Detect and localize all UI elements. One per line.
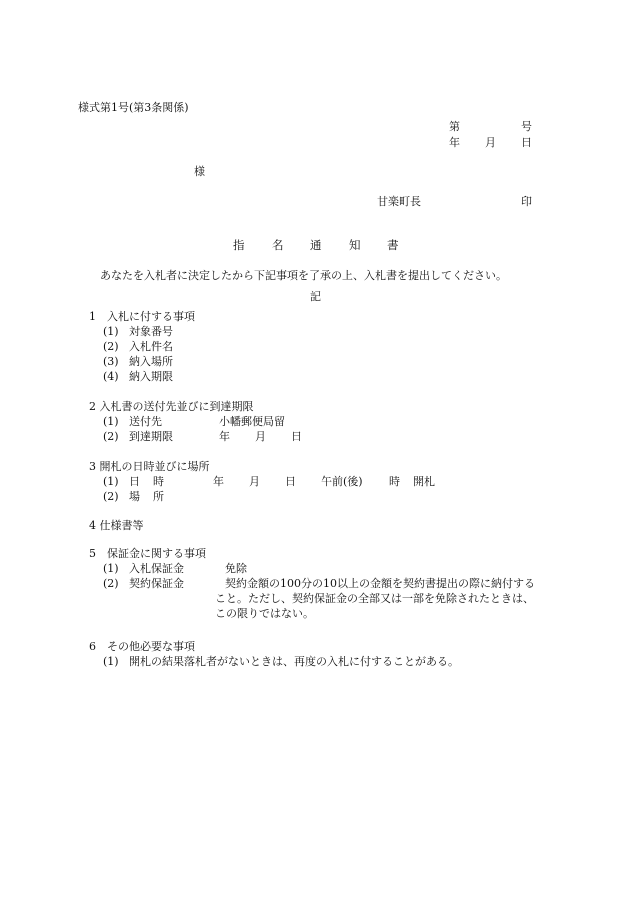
opening-label: 開札 [413, 475, 435, 488]
number-prefix: 第 [449, 120, 460, 133]
section3-item-label-b: 時 [153, 475, 164, 488]
section2-item-num: (1) [103, 415, 119, 428]
issuer: 甘楽町長 [377, 195, 421, 208]
section5-item-num: (1) [103, 562, 119, 575]
opening-ampm: 午前(後) [321, 475, 363, 488]
section3-item-num: (1) [103, 475, 119, 488]
section6-item-text: 開札の結果落札者がないときは、再度の入札に付することがある。 [129, 655, 459, 668]
section5-item-value: 免除 [225, 562, 247, 575]
deadline-month: 月 [255, 430, 266, 443]
deadline-day: 日 [291, 430, 302, 443]
section1-item-num: (3) [103, 355, 119, 368]
section1-item-label: 納入場所 [129, 355, 173, 368]
deadline-year: 年 [219, 430, 230, 443]
section5-item-label: 契約保証金 [129, 577, 184, 590]
ki-label: 記 [310, 290, 321, 303]
section2-item-label: 送付先 [129, 415, 162, 428]
section2-item-num: (2) [103, 430, 119, 443]
seal: 印 [521, 195, 532, 208]
section1-heading: 1 入札に付する事項 [89, 310, 195, 323]
section3-heading: 3 開札の日時並びに場所 [89, 460, 210, 473]
section6-item-num: (1) [103, 655, 119, 668]
section1-item-label: 納入期限 [129, 370, 173, 383]
title-char: 指 [233, 238, 245, 252]
section2-item-label: 到達期限 [129, 430, 173, 443]
opening-year: 年 [213, 475, 224, 488]
section2-item-value: 小幡郵便局留 [219, 415, 285, 428]
section4-heading: 4 仕様書等 [89, 519, 144, 532]
section1-item-label: 入札件名 [129, 340, 173, 353]
title-char: 名 [272, 238, 284, 252]
intro-text: あなたを入札者に決定したから下記事項を了承の上、入札書を提出してください。 [100, 269, 507, 282]
section1-item-label: 対象番号 [129, 325, 173, 338]
section1-item-num: (4) [103, 370, 119, 383]
section1-item-num: (1) [103, 325, 119, 338]
section5-item-num: (2) [103, 577, 119, 590]
form-label: 様式第1号(第3条関係) [78, 101, 189, 114]
section5-item-label: 入札保証金 [129, 562, 184, 575]
opening-hour: 時 [389, 475, 400, 488]
addressee-suffix: 様 [194, 165, 205, 178]
section3-item-label-b: 所 [153, 490, 164, 503]
section3-item-label-a: 日 [129, 475, 140, 488]
guarantee-text-line: この限りではない。 [215, 607, 314, 620]
date-year: 年 [449, 136, 460, 149]
opening-day: 日 [285, 475, 296, 488]
title-char: 通 [310, 238, 322, 252]
section3-item-label-a: 場 [129, 490, 140, 503]
section6-heading: 6 その他必要な事項 [89, 640, 195, 653]
guarantee-text-line: 契約金額の100分の10以上の金額を契約書提出の際に納付する [225, 577, 535, 590]
section2-heading: 2 入札書の送付先並びに到達期限 [89, 400, 254, 413]
number-suffix: 号 [521, 120, 532, 133]
title-char: 知 [349, 238, 361, 252]
date-day: 日 [521, 136, 532, 149]
section1-item-num: (2) [103, 340, 119, 353]
section3-item-num: (2) [103, 490, 119, 503]
title-char: 書 [387, 238, 399, 252]
date-month: 月 [485, 136, 496, 149]
guarantee-text-line: こと。ただし、契約保証金の全部又は一部を免除されたときは、 [215, 592, 534, 605]
opening-month: 月 [249, 475, 260, 488]
section5-heading: 5 保証金に関する事項 [89, 547, 206, 560]
